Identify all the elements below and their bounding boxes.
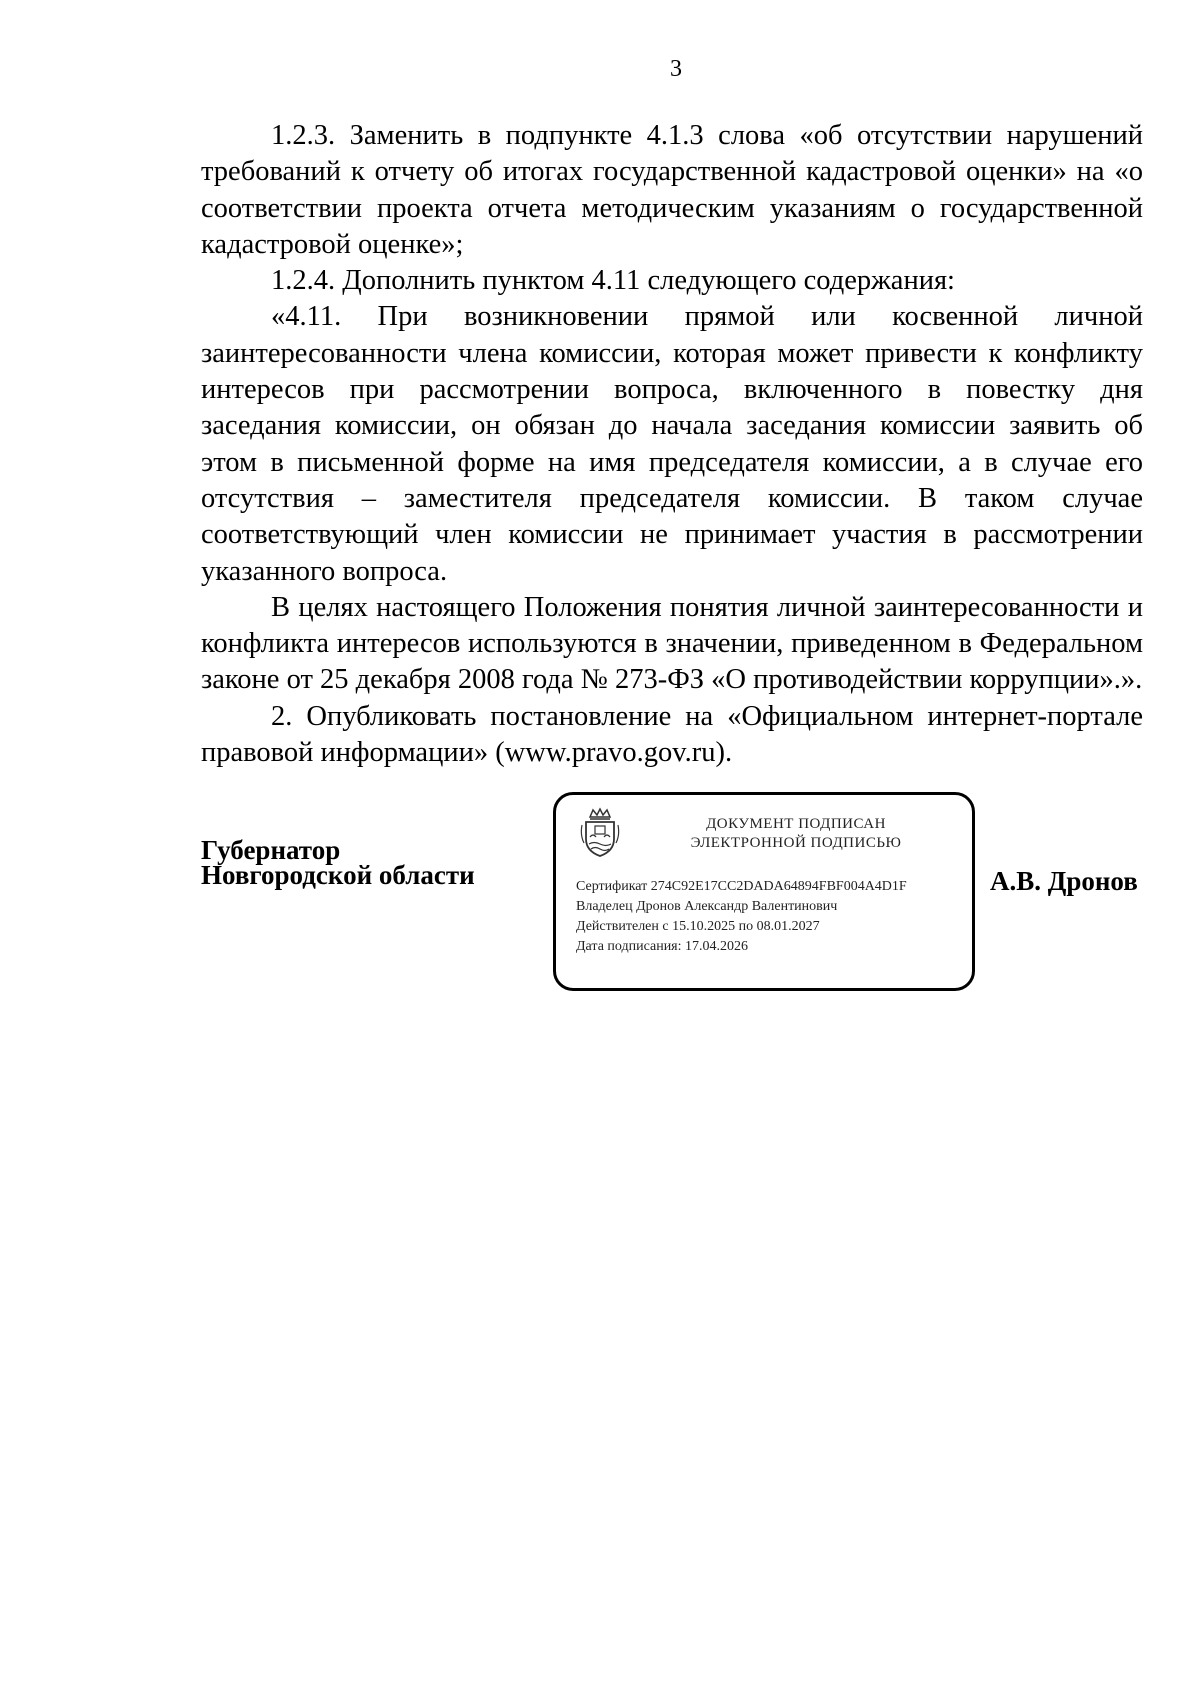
- stamp-validity: Действителен с 15.10.2025 по 08.01.2027: [576, 919, 820, 934]
- signer-name: А.В. Дронов: [990, 866, 1138, 896]
- signer-title: [201, 835, 475, 890]
- paragraph-publish: 2. Опубликовать постановление на «Официальном интернет-портале правовой информации» (www.pravo.gov.ru).: [201, 700, 1143, 769]
- stamp-certificate: Сертификат 274C92E17CC2DADA64894FBF004A4D1F: [576, 879, 907, 894]
- stamp-owner: Владелец Дронов Александр Валентинович: [576, 899, 838, 914]
- stamp-details: [576, 877, 971, 957]
- paragraph-4-11: «4.11. При возникновении прямой или косвенной личной заинтересованности члена комиссии, которая может привести к конфликту интересов при рассмотрении вопроса, включенного в повестку дня заседания комиссии, он обязан до начала заседания комиссии заявить об этом в письменной форме на имя председателя комиссии, а в случае его отсутствия – заместителя председателя комиссии. В таком случае соответствующий член комиссии не принимает участия в рассмотрении указанного вопроса.: [201, 301, 1143, 587]
- document-body: [201, 118, 1143, 771]
- signer-title-line-1: Губернатор: [201, 835, 341, 865]
- signer-title-line-2: Новгородской области: [201, 860, 475, 890]
- stamp-header-line-2: ЭЛЕКТРОННОЙ ПОДПИСЬЮ: [690, 835, 902, 851]
- paragraph-definitions: В целях настоящего Положения понятия личной заинтересованности и конфликта интересов используются в значении, приведенном в Федеральном законе от 25 декабря 2008 года № 273-ФЗ «О противодействии коррупции».».: [201, 591, 1143, 696]
- stamp-header: [646, 815, 946, 853]
- electronic-signature-stamp: [553, 792, 975, 991]
- paragraph-1-2-4: 1.2.4. Дополнить пунктом 4.11 следующего содержания:: [271, 265, 955, 297]
- region-coat-of-arms-icon: [580, 807, 620, 859]
- paragraph-1-2-3: 1.2.3. Заменить в подпункте 4.1.3 слова «об отсутствии нарушений требований к отчету об итогах государственной кадастровой оценки» на «о соответствии проекта отчета методическим указаниям о государственной кадастровой оценке»;: [201, 120, 1143, 260]
- stamp-signed-date: Дата подписания: 17.04.2026: [576, 939, 749, 954]
- stamp-header-line-1: ДОКУМЕНТ ПОДПИСАН: [706, 816, 886, 832]
- page-number: 3: [670, 56, 682, 82]
